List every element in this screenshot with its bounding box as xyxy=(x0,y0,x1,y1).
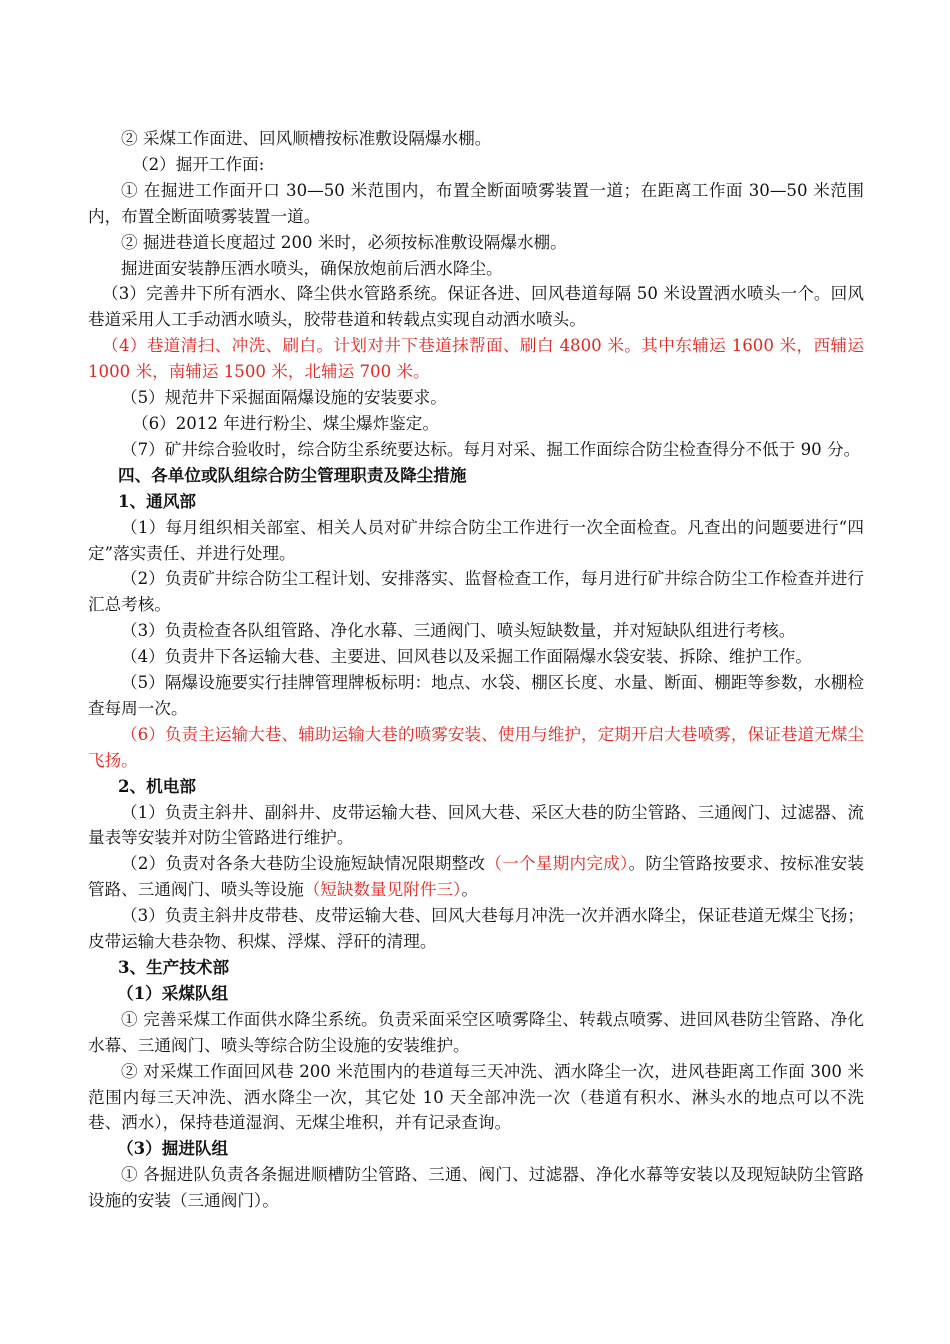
paragraph: （3）负责主斜井皮带巷、皮带运输大巷、回风大巷每月冲洗一次并洒水降尘，保证巷道无煤尘飞扬；皮带运输大巷杂物、积煤、浮煤、浮矸的清理。 xyxy=(88,906,864,952)
subsection-heading: （3）掘进队组 xyxy=(117,1138,229,1159)
text-run: 。 xyxy=(461,880,478,900)
paragraph: 掘进面安装静压洒水喷头，确保放炮前后洒水降尘。 xyxy=(121,258,503,278)
paragraph: （2）负责矿井综合防尘工程计划、安排落实、监督检查工作，每月进行矿井综合防尘工作检查并进行汇总考核。 xyxy=(88,569,864,615)
subsection-heading: （1）采煤队组 xyxy=(117,982,229,1003)
paragraph-mixed xyxy=(88,851,864,903)
paragraph: ② 对采煤工作面回风巷 200 米范围内的巷道每三天冲洗、洒水降尘一次，进风巷距离工作面 300 米范围内每三天冲洗、洒水降尘一次，其它处 10 天全部冲洗一次（巷道有积水、淋头水的地点可以不洗巷、洒水），保持巷道湿润、无煤尘堆积，并有记录查询。 xyxy=(88,1061,864,1133)
text-run: 。防尘管路按要求、按标准安装管路、三通阀门、喷头等设施 xyxy=(88,854,865,900)
section-subheading: 3、生产技术部 xyxy=(118,957,230,977)
paragraph: ① 完善采煤工作面供水降尘系统。负责采面采空区喷雾降尘、转载点喷雾、进回风巷防尘管路、净化水幕、三通阀门、喷头等综合防尘设施的安装维护。 xyxy=(88,1009,864,1055)
paragraph: （4）负责井下各运输大巷、主要进、回风巷以及采掘工作面隔爆水袋安装、拆除、维护工作。 xyxy=(121,647,812,667)
paragraph-highlight: （4）巷道清扫、冲洗、刷白。计划对井下巷道抹帮面、刷白 4800 米。其中东辅运 1600 米，西辅运 1000 米，南辅运 1500 米，北辅运 700 米。 xyxy=(88,336,864,382)
paragraph-highlight: （6）负责主运输大巷、辅助运输大巷的喷雾安装、使用与维护，定期开启大巷喷雾，保证巷道无煤尘飞扬。 xyxy=(88,724,864,770)
paragraph: ① 在掘进工作面开口 30—50 米范围内，布置全断面喷雾装置一道；在距离工作面 30—50 米范围内，布置全断面喷雾装置一道。 xyxy=(88,180,864,226)
document-body xyxy=(88,126,864,1214)
text-run-highlight: （短缺数量见附件三） xyxy=(303,880,462,900)
paragraph: ① 各掘进队负责各条掘进顺槽防尘管路、三通、阀门、过滤器、净化水幕等安装以及现短缺防尘管路设施的安装（三通阀门）。 xyxy=(88,1165,864,1211)
paragraph: （3）完善井下所有洒水、降尘供水管路系统。保证各进、回风巷道每隔 50 米设置洒水喷头一个。回风巷道采用人工手动洒水喷头，胶带巷道和转载点实现自动洒水喷头。 xyxy=(88,284,864,330)
section-heading: 四、各单位或队组综合防尘管理职责及降尘措施 xyxy=(118,464,467,485)
paragraph: （5）隔爆设施要实行挂牌管理牌板标明：地点、水袋、棚区长度、水量、断面、棚距等参数，水棚检查每周一次。 xyxy=(88,673,864,718)
subheading-driving-face: （2）掘开工作面: xyxy=(132,154,265,174)
paragraph: （1）每月组织相关部室、相关人员对矿井综合防尘工作进行一次全面检查。凡查出的问题要进行“四定”落实责任、并进行处理。 xyxy=(88,517,864,563)
paragraph: （6）2012 年进行粉尘、煤尘爆炸鉴定。 xyxy=(132,413,439,433)
section-subheading: 2、机电部 xyxy=(118,775,196,796)
paragraph: （5）规范井下采掘面隔爆设施的安装要求。 xyxy=(121,388,447,408)
paragraph: （7）矿井综合验收时，综合防尘系统要达标。每月对采、掘工作面综合防尘检查得分不低于 90 分。 xyxy=(121,439,861,459)
paragraph: ② 掘进巷道长度超过 200 米时，必须按标准敷设隔爆水棚。 xyxy=(121,232,567,252)
text-run: （2）负责对各条大巷防尘设施短缺情况限期整改 xyxy=(121,854,486,874)
text-run-highlight: （一个星期内完成） xyxy=(485,854,629,874)
section-subheading: 1、通风部 xyxy=(118,490,196,511)
paragraph: ② 采煤工作面进、回风顺槽按标准敷设隔爆水棚。 xyxy=(121,129,492,148)
paragraph: （1）负责主斜井、副斜井、皮带运输大巷、回风大巷、采区大巷的防尘管路、三通阀门、过滤器、流量表等安装并对防尘管路进行维护。 xyxy=(88,802,864,848)
paragraph: （3）负责检查各队组管路、净化水幕、三通阀门、喷头短缺数量，并对短缺队组进行考核。 xyxy=(121,621,796,641)
